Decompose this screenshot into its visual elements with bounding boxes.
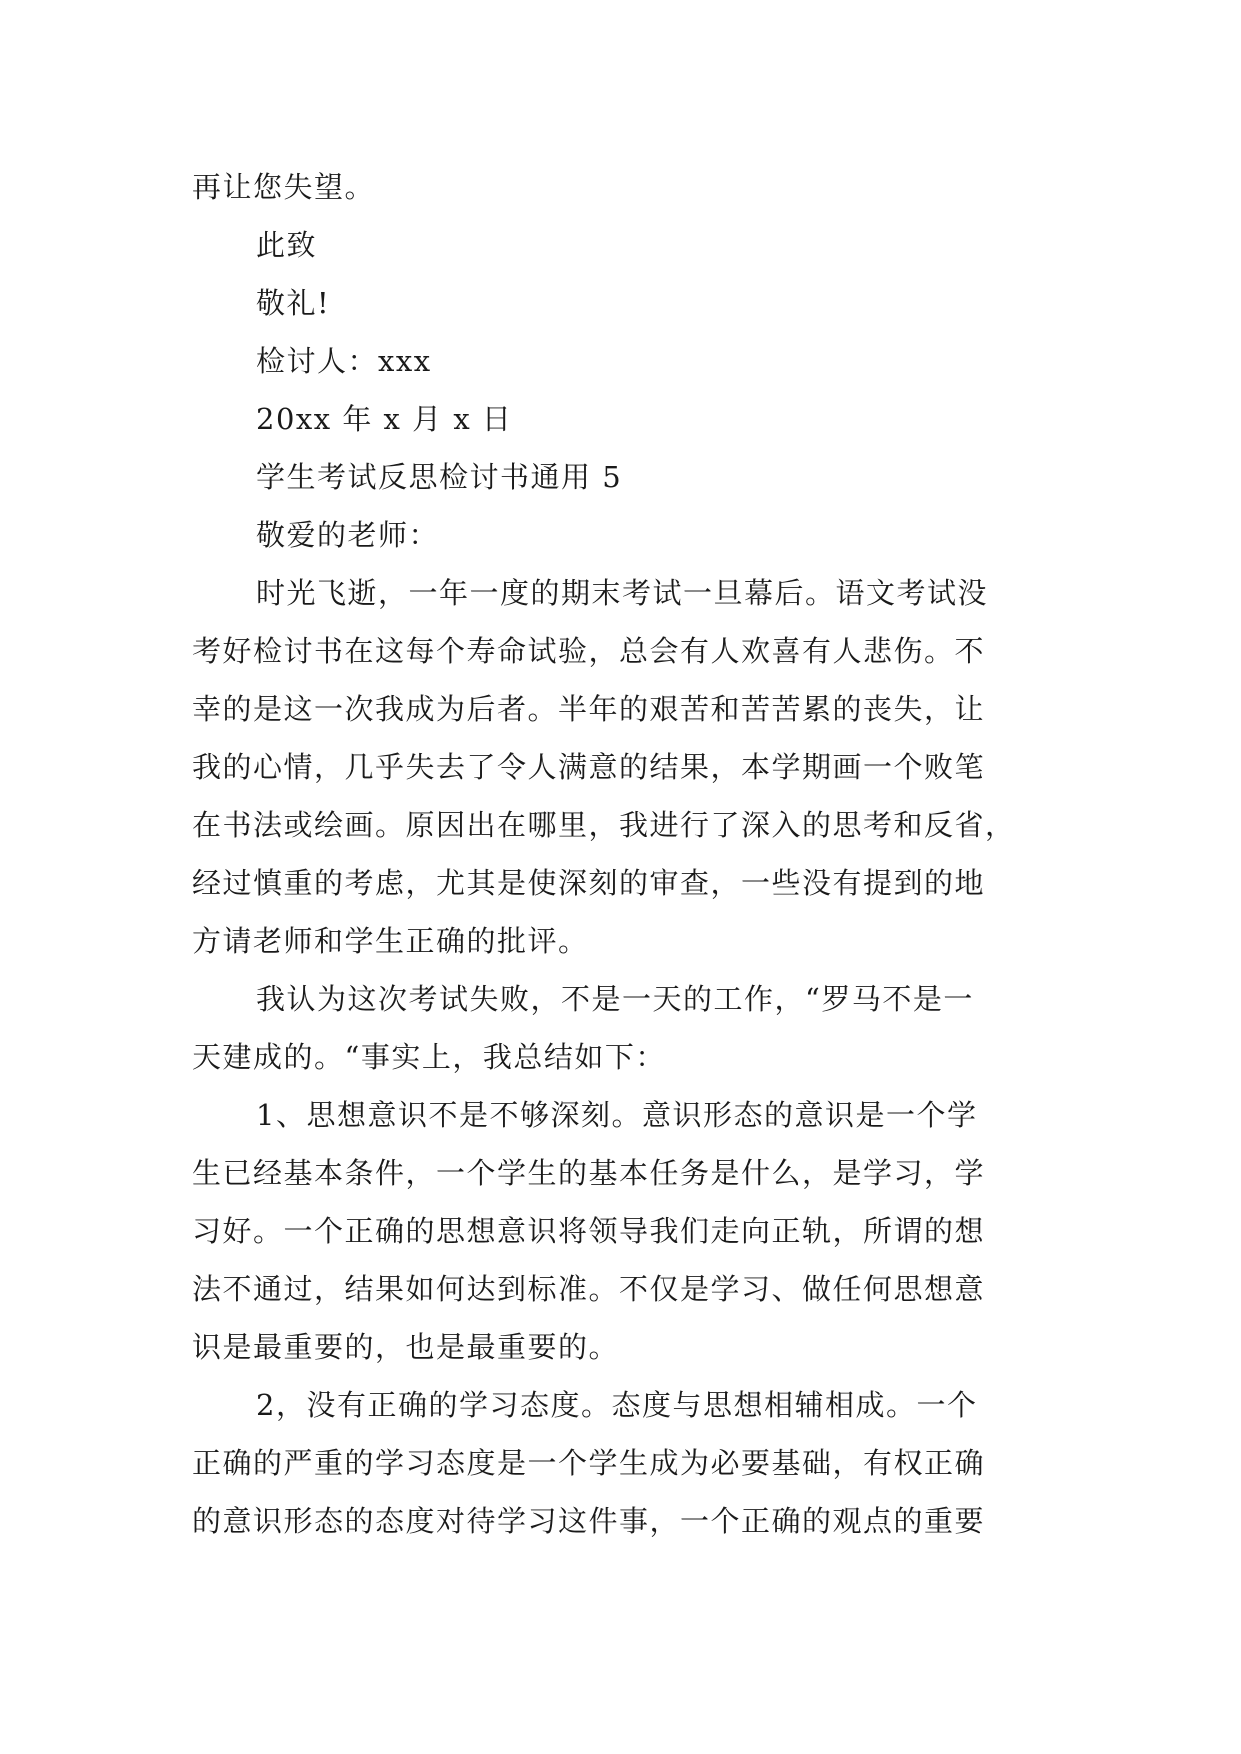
text-line: 再让您失望。 (192, 170, 376, 204)
paragraph-line: 我认为这次考试失败，不是一天的工作，“罗马不是一 (256, 982, 974, 1016)
paragraph-line: 识是最重要的，也是最重要的。 (192, 1330, 620, 1364)
date-line: 20xx 年 x 月 x 日 (256, 402, 513, 436)
signature-line: 检讨人：xxx (256, 344, 432, 378)
greeting-line: 敬爱的老师： (256, 518, 440, 552)
paragraph-line: 法不通过，结果如何达到标准。不仅是学习、做任何思想意 (192, 1272, 986, 1306)
paragraph-line: 1、思想意识不是不够深刻。意识形态的意识是一个学 (256, 1098, 978, 1132)
paragraph-line: 经过慎重的考虑，尤其是使深刻的审查，一些没有提到的地 (192, 866, 986, 900)
paragraph-line: 在书法或绘画。原因出在哪里，我进行了深入的思考和反省， (192, 808, 1016, 842)
paragraph-line: 习好。一个正确的思想意识将领导我们走向正轨，所谓的想 (192, 1214, 986, 1248)
paragraph-line: 我的心情，几乎失去了令人满意的结果，本学期画一个败笔 (192, 750, 986, 784)
section-title: 学生考试反思检讨书通用 5 (256, 460, 623, 494)
paragraph-line: 方请老师和学生正确的批评。 (192, 924, 589, 958)
paragraph-line: 时光飞逝，一年一度的期末考试一旦幕后。语文考试没 (256, 576, 989, 610)
closing-regards: 敬礼! (256, 286, 331, 320)
paragraph-line: 天建成的。“事实上，我总结如下： (192, 1040, 666, 1074)
paragraph-line: 正确的严重的学习态度是一个学生成为必要基础，有权正确 (192, 1446, 986, 1480)
closing-salutation: 此致 (256, 228, 318, 262)
paragraph-line: 2，没有正确的学习态度。态度与思想相辅相成。一个 (256, 1388, 978, 1422)
paragraph-line: 的意识形态的态度对待学习这件事，一个正确的观点的重要 (192, 1504, 986, 1538)
paragraph-line: 生已经基本条件，一个学生的基本任务是什么，是学习，学 (192, 1156, 986, 1190)
paragraph-line: 幸的是这一次我成为后者。半年的艰苦和苦苦累的丧失，让 (192, 692, 986, 726)
paragraph-line: 考好检讨书在这每个寿命试验，总会有人欢喜有人悲伤。不 (192, 634, 986, 668)
